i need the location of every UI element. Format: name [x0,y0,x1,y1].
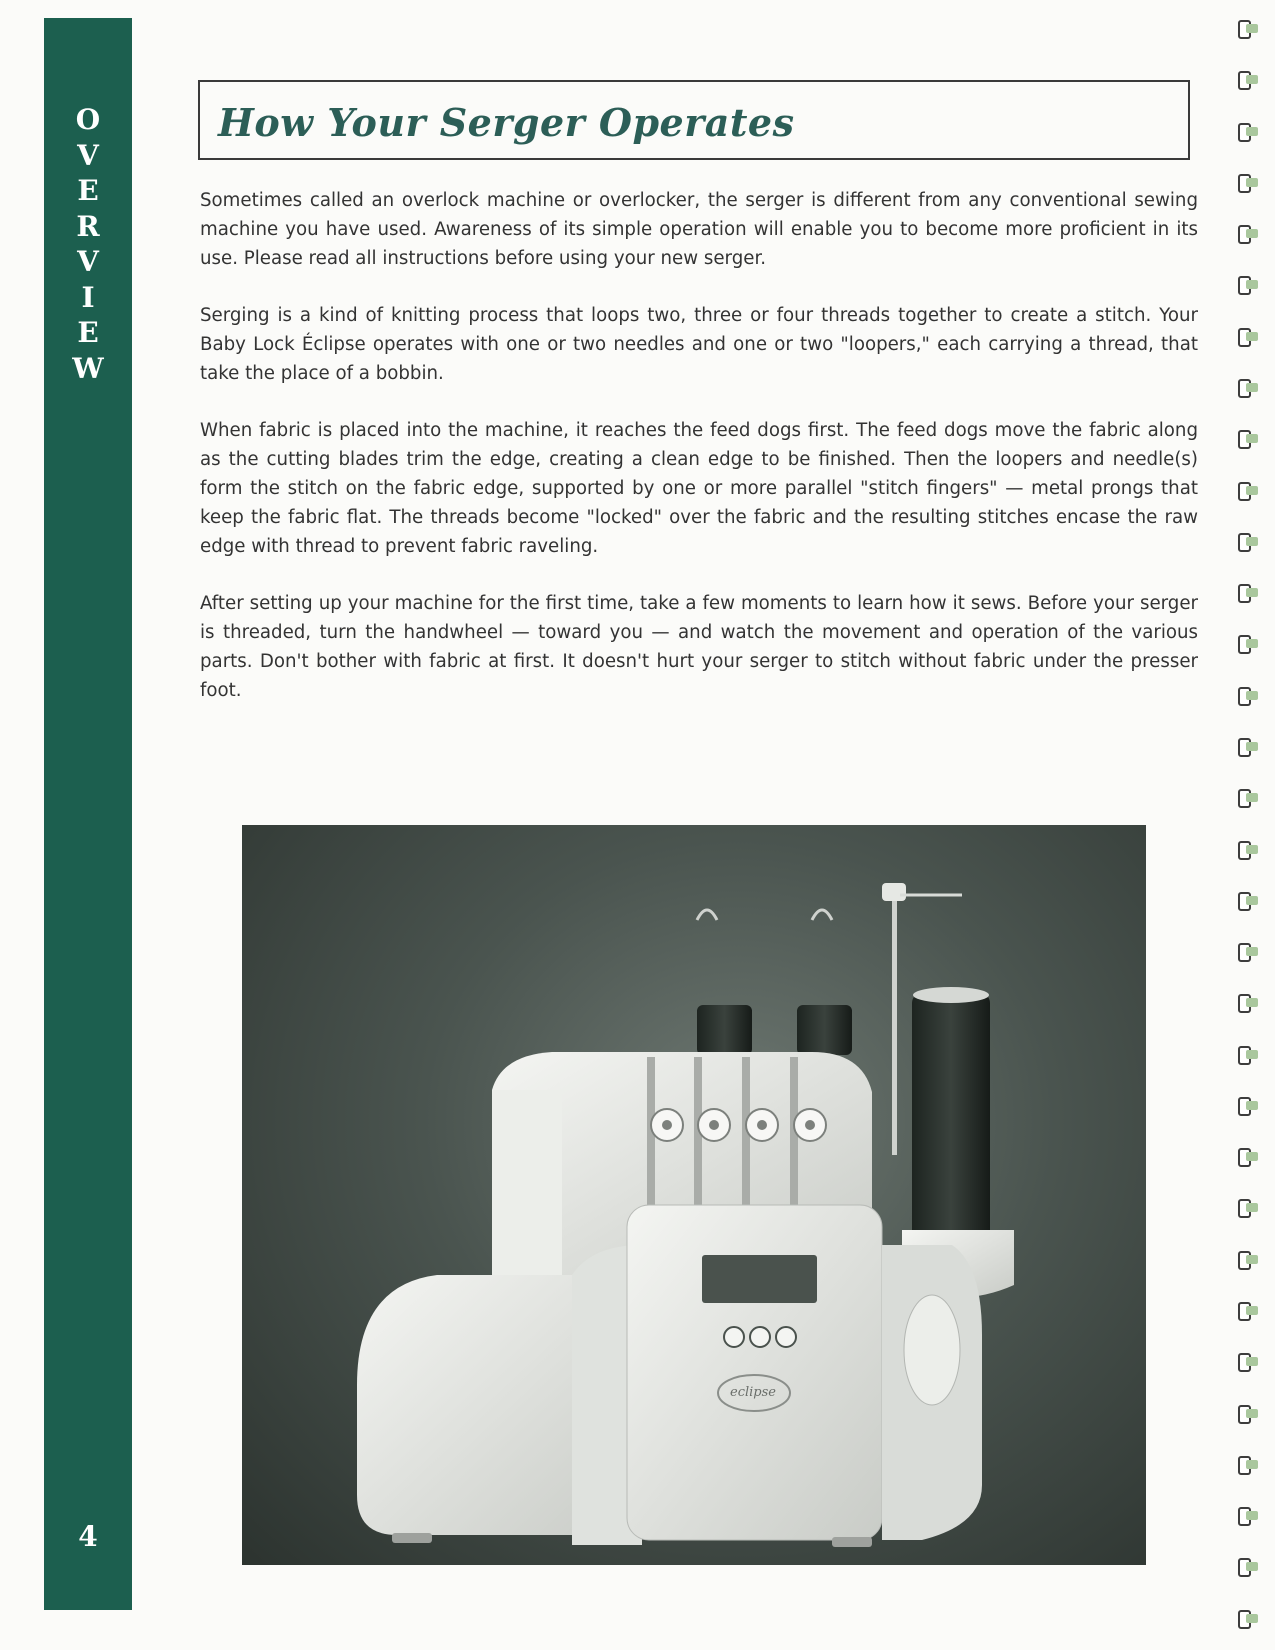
binding-ring [1238,1044,1258,1064]
binding-ring [1238,1146,1258,1166]
binding-ring [1238,377,1258,397]
binding-ring [1238,736,1258,756]
binding-ring [1238,992,1258,1012]
binding-ring [1238,172,1258,192]
binding-ring [1238,326,1258,346]
serger-photo [242,825,1146,1565]
binding-ring [1238,1505,1258,1525]
binding-ring [1238,1095,1258,1115]
spiral-binding [1238,18,1268,1628]
binding-ring [1238,69,1258,89]
paragraph: Sometimes called an overlock machine or overlocker, the serger is different from any conventional sewing machine you have used. Awareness of its simple operation will enable you to become more proficient in its use. Please read all instructions before using your new serger. [200,190,1198,269]
binding-ring [1238,1454,1258,1474]
binding-ring [1238,1403,1258,1423]
binding-ring [1238,941,1258,961]
binding-ring [1238,428,1258,448]
page-number: 4 [78,1520,98,1553]
body-text [200,186,1198,733]
sidebar-letter: V [77,245,99,278]
binding-ring [1238,685,1258,705]
binding-ring [1238,890,1258,910]
binding-ring [1238,1608,1258,1628]
sidebar-letter: O [75,103,101,136]
binding-ring [1238,1351,1258,1371]
paragraph: After setting up your machine for the first time, take a few moments to learn how it sews. Before your serger is threaded, turn the handwheel — toward you — and watch the movement and operation of the various parts. Don't bother with fabric at first. It doesn't hurt your serger to stitch without fabric under the presser foot. [200,593,1198,701]
serger-machine-illustration [242,825,1146,1565]
sidebar-letter: E [77,316,99,349]
binding-ring [1238,1300,1258,1320]
binding-ring [1238,1249,1258,1269]
page-title: How Your Serger Operates [218,100,795,145]
binding-ring [1238,18,1258,38]
sidebar-letter: I [81,280,95,314]
paragraph: When fabric is placed into the machine, it reaches the feed dogs first. The feed dogs move the fabric along as the cutting blades trim the edge, creating a clean edge to be finished. Then the loopers and needle(s) form the stitch on the fabric edge, supported by one or more parallel "stitch fingers" — metal prongs that keep the fabric flat. The threads become "locked" over the fabric and the resulting stitches encase the raw edge with thread to prevent fabric raveling. [200,420,1198,557]
sidebar-section-label [44,102,132,386]
sidebar-letter: V [77,138,99,172]
sidebar-letter: E [77,174,99,207]
sidebar-letter: R [76,209,100,243]
binding-ring [1238,787,1258,807]
section-sidebar [44,18,132,1610]
binding-ring [1238,480,1258,500]
title-box [198,80,1190,160]
paragraph: Serging is a kind of knitting process that loops two, three or four threads together to create a stitch. Your Baby Lock Éclipse operates with one or two needles and one or two "loopers," each carrying a thread, that take the place of a bobbin. [200,305,1198,384]
sidebar-letter: W [72,351,104,385]
binding-ring [1238,531,1258,551]
binding-ring [1238,1197,1258,1217]
binding-ring [1238,839,1258,859]
binding-ring [1238,223,1258,243]
binding-ring [1238,582,1258,602]
binding-ring [1238,121,1258,141]
binding-ring [1238,1556,1258,1576]
brand-label: eclipse [730,1385,776,1400]
binding-ring [1238,633,1258,653]
binding-ring [1238,274,1258,294]
